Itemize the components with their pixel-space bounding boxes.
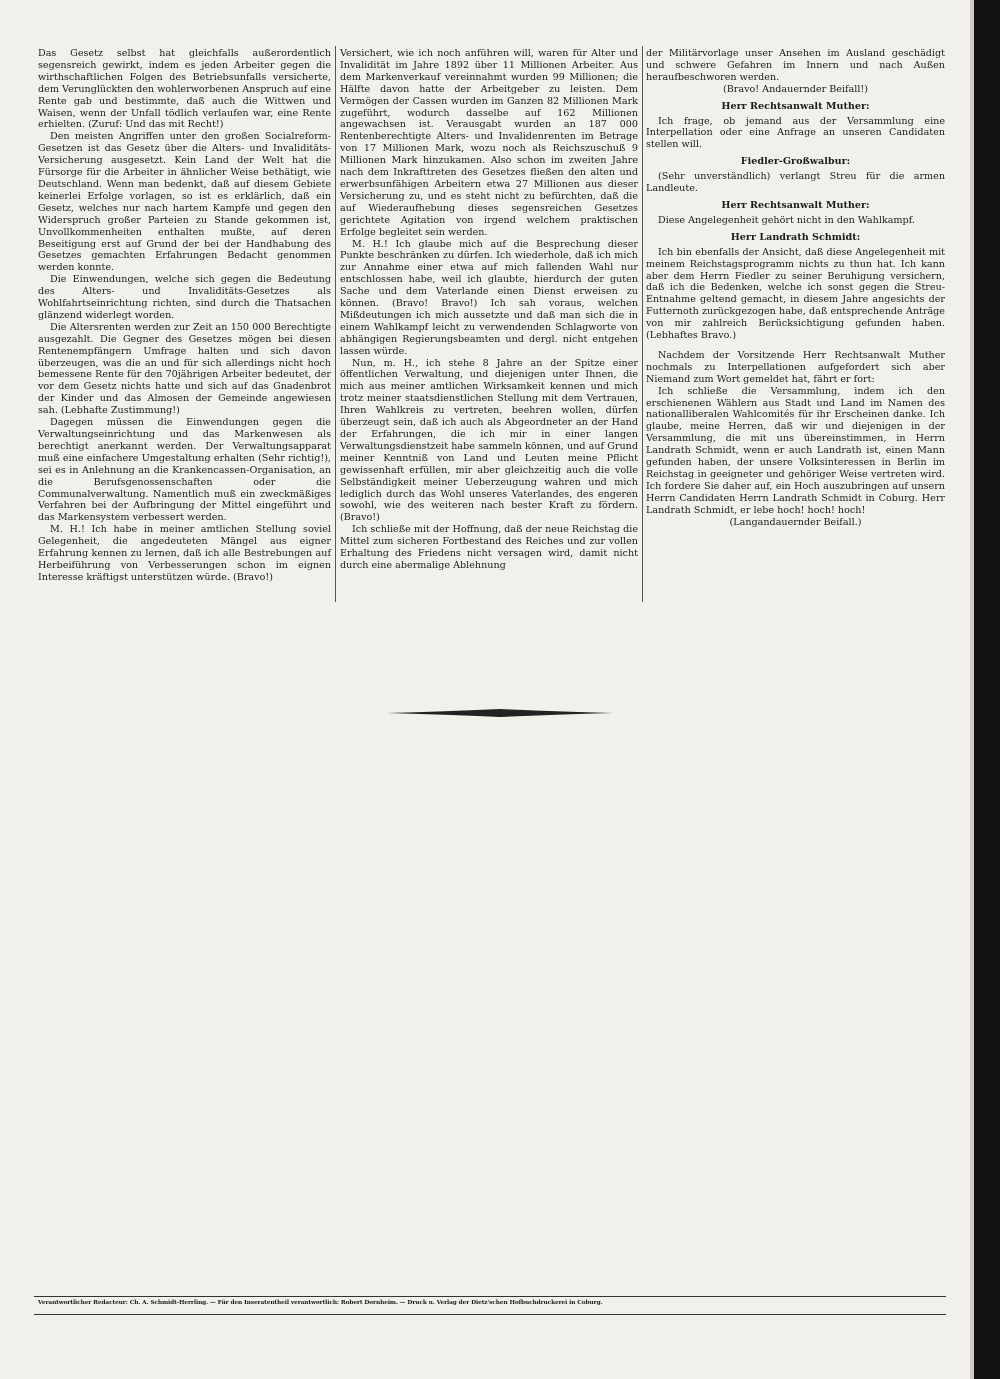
speaker-heading: Fiedler-Großwalbur: (740, 156, 851, 168)
paragraph: Nun, m. H., ich stehe 8 Jahre an der Spitze einer öffentlichen Verwaltung, und diejenigen unter Ihnen, die mich aus meiner amtlichen Wirksamkeit kennen und mich trotz meiner staatsdienstlichen Stellung mit dem Vertrauen, Ihren Wahlkreis zu vertreten, beehren wollen, dürfen überzeugt sein, daß ich auch als Abgeordneter an der Hand der Erfahrungen, die ich mir in einer langen Verwaltungsdienstzeit habe sammeln können, und auf Grund meiner Kenntniß von Land und Leuten meine Pflicht gewissenhaft erfüllen, mir aber gleichzeitig auch die volle Selbständigkeit meiner Ueberzeugung wahren und mich lediglich durch das Wohl unseres Vaterlandes, des engeren sowohl, wie des weiteren nach bester Kraft zu fördern. (Bravo!) (340, 357, 638, 524)
speaker-heading: Herr Rechtsanwalt Muther: (721, 100, 870, 112)
column-1 (38, 48, 331, 584)
paragraph: (Sehr unverständlich) verlangt Streu für die armen Landleute. (646, 171, 945, 195)
speaker-heading: Herr Landrath Schmidt: (730, 231, 861, 243)
paragraph: M. H.! Ich habe in meiner amtlichen Stellung soviel Gelegenheit, die angedeuteten Mängel aus eigner Erfahrung kennen zu lernen, daß ich alle Bestrebungen auf Herbeiführung von Verbesserungen schon im eignen Interesse kräftigst unterstützen würde. (Bravo!) (38, 524, 331, 583)
applause-note: (Bravo! Andauernder Beifall!) (722, 83, 869, 95)
paragraph: Die Altersrenten werden zur Zeit an 150 000 Berechtigte ausgezahlt. Die Gegner des Gesetzes mögen bei diesen Rentenempfängern Umfrage halten und sich davon überzeugen, was die an und für sich allerdings nicht hoch bemessene Rente für den 70jährigen Arbeiter bedeutet, der vor dem Gesetz nichts hatte und sich auf das Gnadenbrot der Kinder und das Almosen der Gemeinde angewiesen sah. (Lebhafte Zustimmung!) (38, 321, 331, 417)
column-3 (646, 48, 945, 529)
footer-rule-top (34, 1296, 946, 1297)
paragraph: Die Einwendungen, welche sich gegen die Bedeutung des Alters- und Invaliditäts-Gesetzes als Wohlfahrtseinrichtung richten, sind durch die Thatsachen glänzend widerlegt worden. (38, 274, 331, 321)
footer-rule-bottom (34, 1314, 946, 1315)
column-divider (335, 46, 336, 602)
scan-border-dark (974, 0, 1000, 1379)
paragraph: Ich frage, ob jemand aus der Versammlung eine Interpellation oder eine Anfrage an unseren Candidaten stellen will. (646, 115, 945, 151)
paragraph: Dagegen müssen die Einwendungen gegen die Verwaltungseinrichtung und das Markenwesen als berechtigt anerkannt werden. Der Verwaltungsapparat muß eine einfachere Umgestaltung erhalten (Sehr richtig!), sei es in Anlehnung an die Krankencassen-Organisation, an die Berufsgenossenschaften oder die Communalverwaltung. Namentlich muß ein zweckmäßiges Verfahren bei der Aufbringung der Mittel eingeführt und das Markensystem verbessert werden. (38, 417, 331, 524)
paragraph: der Militärvorlage unser Ansehen im Ausland geschädigt und schwere Gefahren im Innern und nach Außen heraufbeschworen werden. (646, 48, 945, 83)
applause-note: (Langandauernder Beifall.) (729, 516, 862, 528)
paragraph: Ich bin ebenfalls der Ansicht, daß diese Angelegenheit mit meinem Reichstagsprogramm nichts zu thun hat. Ich kann aber dem Herrn Fiedler zu seiner Beruhigung versichern, daß ich die Bedenken, welche ich sonst gegen die Streu-Entnahme geltend gemacht, in diesem Jahre angesichts der Futternoth zurückgezogen habe, daß entsprechende Anträge von mir zahlreich Berücksichtigung gefunden haben. (Lebhaftes Bravo.) (646, 246, 945, 342)
paragraph: Versichert, wie ich noch anführen will, waren für Alter und Invalidität im Jahre 1892 über 11 Millionen Arbeiter. Aus dem Markenverkauf vereinnahmt wurden 99 Millionen; die Hälfte davon hatte der Arbeitgeber zu leisten. Dem Vermögen der Cassen wurden im Ganzen 82 Millionen Mark zugeführt, wodurch dasselbe auf 162 Millionen angewachsen ist. Verausgabt wurden an 187 000 Rentenberechtigte Alters- und Invalidenrenten im Betrage von 17 Millionen Mark, wozu noch als Reichszuschuß 9 Millionen Mark hinzukamen. Also schon im zweiten Jahre nach dem Inkrafttreten des Gesetzes fließen den alten und erwerbsunfähigen Arbeitern etwa 27 Millionen aus dieser Versicherung zu, und es steht nicht zu befürchten, daß die auf Wiederaufhebung dieses segensreichen Gesetzes gerichtete Agitation von irgend welchem praktischen Erfolge begleitet sein werden. (340, 48, 638, 238)
paragraph: Ich schließe mit der Hoffnung, daß der neue Reichstag die Mittel zum sicheren Fortbestand des Reiches und zur vollen Erhaltung des Friedens nicht versagen wird, damit nicht durch eine abermalige Ablehnung (340, 524, 638, 571)
paragraph: Das Gesetz selbst hat gleichfalls außerordentlich segensreich gewirkt, indem es jeden Arbeiter gegen die wirthschaftlichen Folgen des Betriebsunfalls versicherte, dem Verunglückten den wohlerworbenen Anspruch auf eine Rente gab und bestimmte, daß auch die Wittwen und Waisen, wenn der Unfall tödlich verlaufen war, eine Rente erhielten. (Zuruf: Und das mit Recht!) (38, 48, 331, 131)
ornament-rule (385, 705, 615, 721)
speaker-heading: Herr Rechtsanwalt Muther: (721, 199, 870, 211)
paragraph: Diese Angelegenheit gehört nicht in den Wahlkampf. (658, 214, 915, 226)
column-2 (340, 48, 638, 572)
paragraph: M. H.! Ich glaube mich auf die Besprechung dieser Punkte beschränken zu dürfen. Ich wiederhole, daß ich mich zur Annahme einer etwa auf mich fallenden Wahl nur entschlossen habe, weil ich glaubte, hierdurch der guten Sache und dem Vaterlande einen Dienst erweisen zu können. (Bravo! Bravo!) Ich sah voraus, welchen Mißdeutungen ich mich aussetzte und daß man sich die in einem Wahlkampf leicht zu verwendenden Schlagworte von abhängigen Regierungsbeamten und dergl. nicht entgehen lassen würde. (340, 238, 638, 357)
paragraph: Ich schließe die Versammlung, indem ich den erschienenen Wählern aus Stadt und Land im Namen des nationalliberalen Wahlcomités für ihr Erscheinen danke. Ich glaube, meine Herren, daß wir und diejenigen in der Versammlung, die mit uns übereinstimmen, in Herrn Landrath Schmidt, wenn er auch Landrath ist, einen Mann gefunden haben, der unsere Volksinteressen in Berlin im Reichstag in geeigneter und gehöriger Weise vertreten wird. Ich fordere Sie daher auf, ein Hoch auszubringen auf unsern Herrn Candidaten Herrn Landrath Schmidt in Coburg. Herr Landrath Schmidt, er lebe hoch! hoch! hoch! (646, 385, 945, 516)
paragraph: Den meisten Angriffen unter den großen Socialreform-Gesetzen ist das Gesetz über die Alters- und Invaliditäts-Versicherung ausgesetzt. Kein Land der Welt hat die Fürsorge für die Arbeiter in ähnlicher Weise bethätigt, wie Deutschland. Wenn man bedenkt, daß auf diesem Gebiete keinerlei Erfolge vorlagen, so ist es erklärlich, daß ein Gesetz, welches nur nach hartem Kampfe und gegen den Widerspruch großer Parteien zu Stande gekommen ist, Unvollkommenheiten enthalten mußte, auf deren Beseitigung erst auf Grund der bei der Handhabung des Gesetzes gemachten Erfahrungen Bedacht genommen werden konnte. (38, 131, 331, 274)
column-divider (642, 46, 643, 602)
paragraph: Nachdem der Vorsitzende Herr Rechtsanwalt Muther nochmals zu Interpellationen aufgefordert sich aber Niemand zum Wort gemeldet hat, fährt er fort: (646, 349, 945, 385)
imprint-footer: Verantwortlicher Redacteur: Ch. A. Schmidt-Herrling. — Für den Inseratentheil verantwortlich: Robert Dornheim. — Druck u. Verlag der Dietz'schen Hofbuchdruckerei in Coburg. (38, 1300, 603, 1306)
